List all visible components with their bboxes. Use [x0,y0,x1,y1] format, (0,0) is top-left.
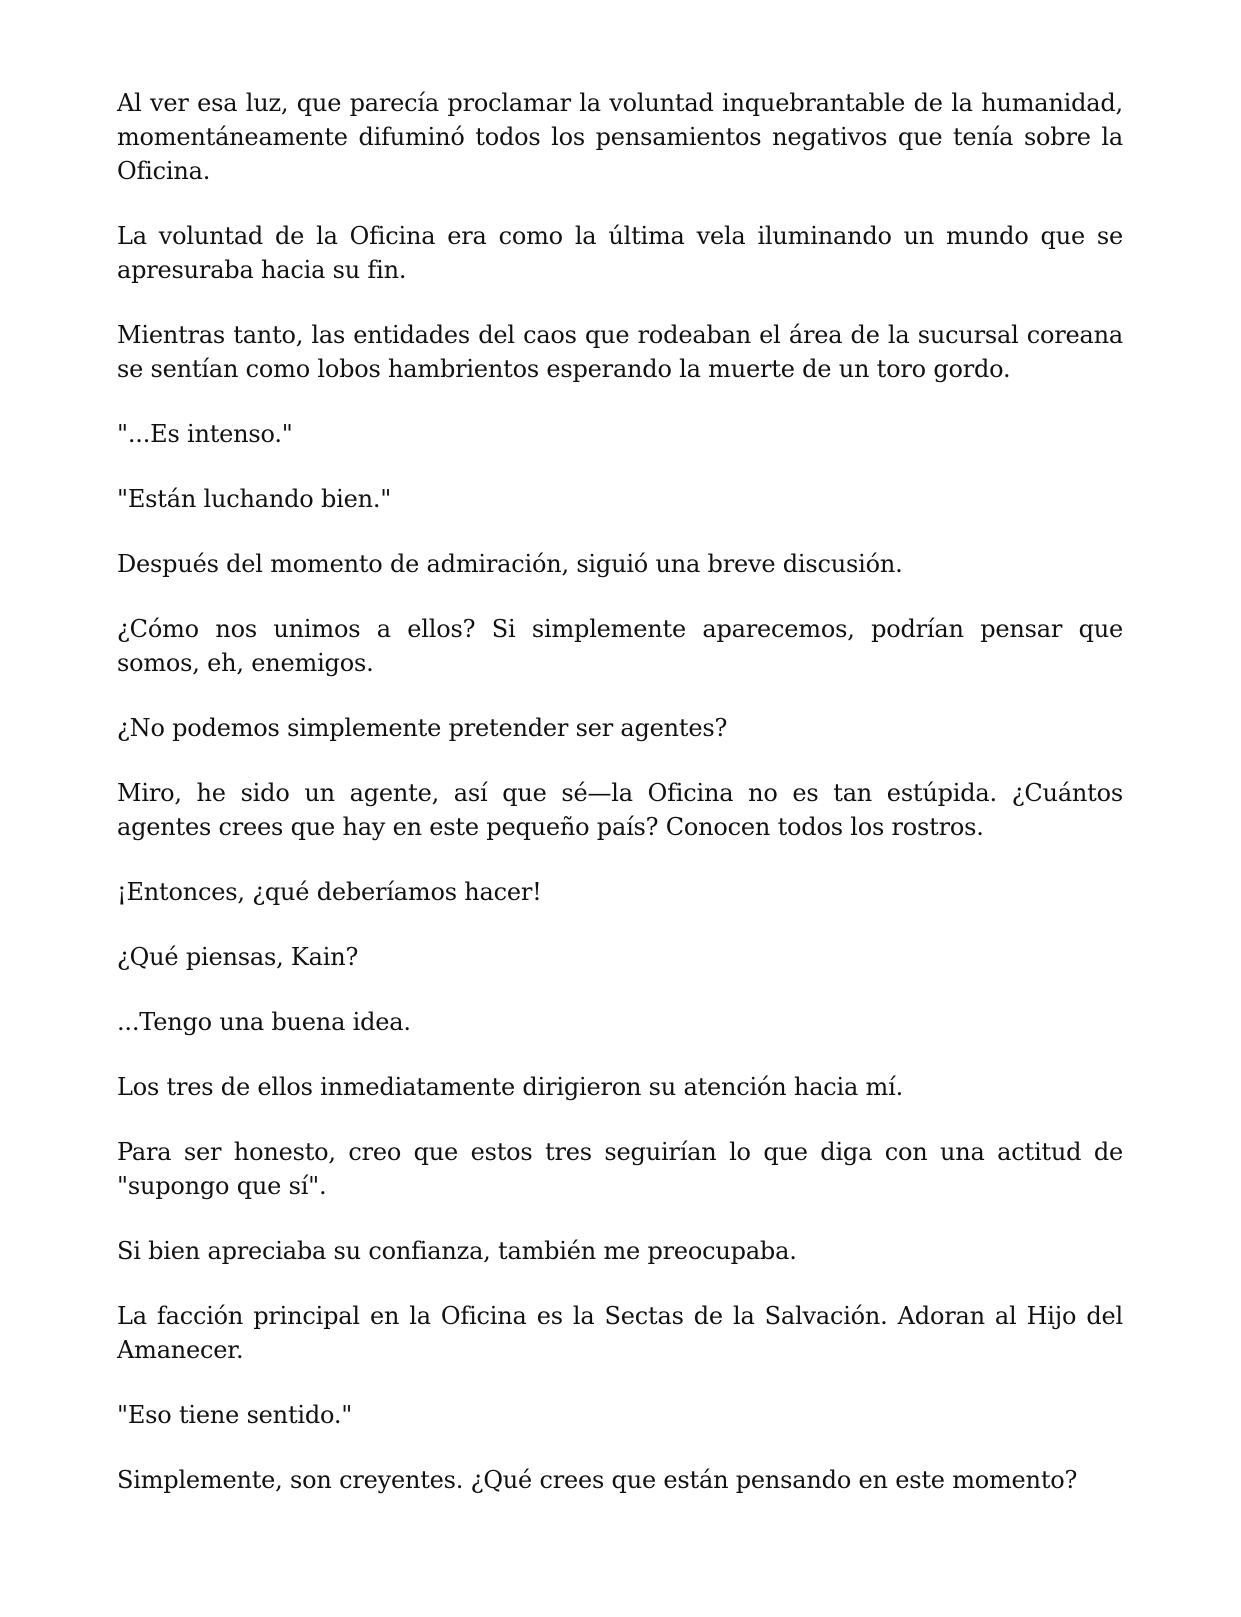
document-body [117,86,1123,1497]
paragraph: "Están luchando bien." [117,485,392,513]
paragraph: Al ver esa luz, que parecía proclamar la voluntad inquebrantable de la humanidad, momentáneamente difuminó todos los pensamientos negativos que tenía sobre la Oficina. [117,89,1123,185]
paragraph: La facción principal en la Oficina es la Sectas de la Salvación. Adoran al Hijo del Amanecer. [117,1302,1123,1364]
paragraph: Mientras tanto, las entidades del caos que rodeaban el área de la sucursal coreana se sentían como lobos hambrientos esperando la muerte de un toro gordo. [117,321,1123,383]
paragraph: Simplemente, son creyentes. ¿Qué crees que están pensando en este momento? [117,1466,1078,1494]
paragraph: ¡Entonces, ¿qué deberíamos hacer! [117,878,542,906]
paragraph: ¿No podemos simplemente pretender ser agentes? [117,714,728,742]
paragraph: Miro, he sido un agente, así que sé—la Oficina no es tan estúpida. ¿Cuántos agentes crees que hay en este pequeño país? Conocen todos los rostros. [117,779,1123,841]
paragraph: "...Es intenso." [117,420,293,448]
paragraph: ¿Cómo nos unimos a ellos? Si simplemente aparecemos, podrían pensar que somos, eh, enemigos. [117,615,1123,677]
paragraph: Después del momento de admiración, siguió una breve discusión. [117,550,903,578]
paragraph: "Eso tiene sentido." [117,1401,353,1429]
paragraph: Los tres de ellos inmediatamente dirigieron su atención hacia mí. [117,1073,904,1101]
paragraph: La voluntad de la Oficina era como la última vela iluminando un mundo que se apresuraba hacia su fin. [117,222,1123,284]
paragraph: Si bien apreciaba su confianza, también me preocupaba. [117,1237,797,1265]
paragraph: ...Tengo una buena idea. [117,1008,411,1036]
paragraph: ¿Qué piensas, Kain? [117,943,359,971]
paragraph: Para ser honesto, creo que estos tres seguirían lo que diga con una actitud de "supongo que sí". [117,1138,1123,1200]
